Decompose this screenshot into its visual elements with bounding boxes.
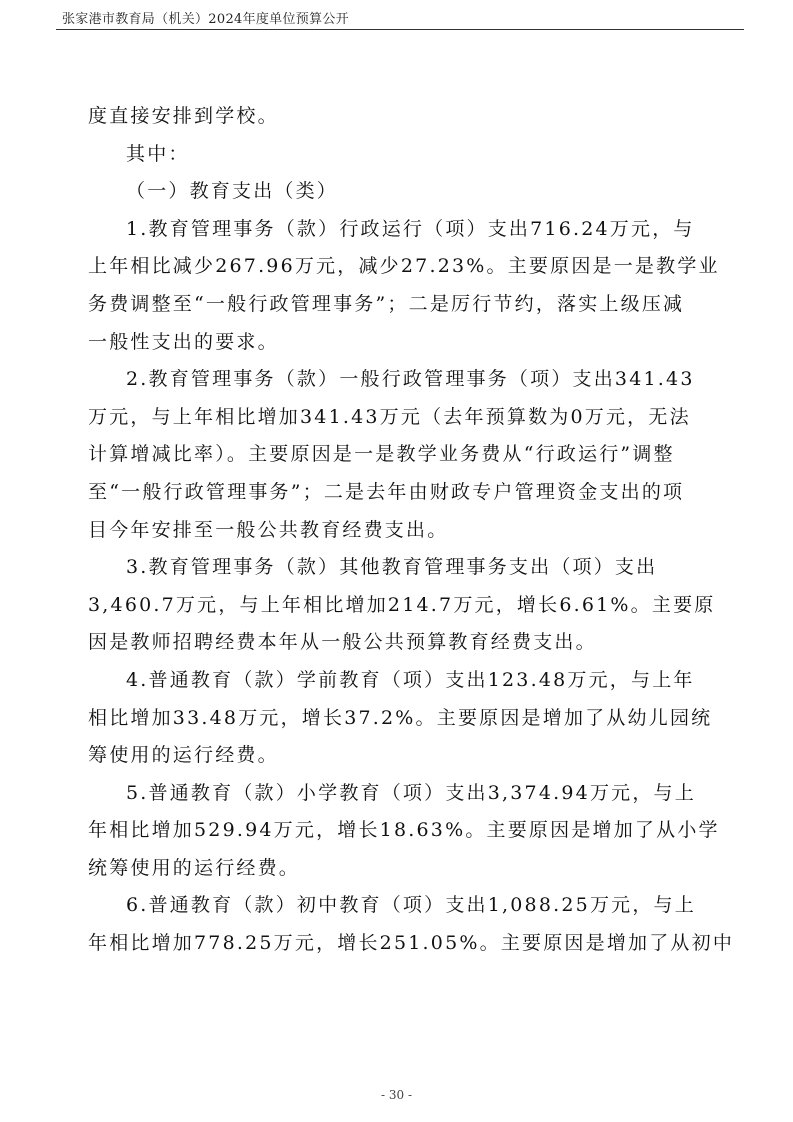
text-line: 6.普通教育（款）初中教育（项）支出1,088.25万元，与上 — [126, 894, 696, 917]
text-line: 年相比增加529.94万元，增长18.63%。主要原因是增加了从小学 — [88, 819, 720, 842]
header-divider — [56, 29, 744, 30]
text-line: 其中： — [126, 142, 190, 165]
text-line: 务费调整至“一般行政管理事务”；二是厉行节约，落实上级压减 — [88, 292, 685, 315]
text-line: 上年相比减少267.96万元，减少27.23%。主要原因是一是教学业 — [88, 255, 720, 278]
text-line: 3,460.7万元，与上年相比增加214.7万元，增长6.61%。主要原 — [88, 593, 716, 616]
text-line: 至“一般行政管理事务”；二是去年由财政专户管理资金支出的项 — [88, 480, 685, 503]
text-line: 一般性支出的要求。 — [88, 330, 279, 353]
text-line: 年相比增加778.25万元，增长251.05%。主要原因是增加了从初中 — [88, 932, 735, 955]
text-line: 因是教师招聘经费本年从一般公共预算教育经费支出。 — [88, 631, 597, 654]
text-line: 目今年安排至一般公共教育经费支出。 — [88, 518, 449, 541]
text-line: 5.普通教育（款）小学教育（项）支出3,374.94万元，与上 — [126, 781, 696, 804]
text-line: 1.教育管理事务（款）行政运行（项）支出716.24万元，与 — [126, 217, 695, 240]
text-line: 计算增减比率）。主要原因是一是教学业务费从“行政运行”调整 — [88, 443, 675, 466]
text-line: 万元，与上年相比增加341.43万元（去年预算数为0万元，无法 — [88, 405, 691, 428]
text-line: 2.教育管理事务（款）一般行政管理事务（项）支出341.43 — [126, 368, 695, 391]
document-body — [88, 98, 735, 963]
page-header-title: 张家港市教育局（机关）2024年度单位预算公开 — [62, 12, 349, 27]
text-line: 4.普通教育（款）学前教育（项）支出123.48万元，与上年 — [126, 668, 695, 691]
text-line: （一）教育支出（类） — [126, 180, 339, 203]
text-line: 统筹使用的运行经费。 — [88, 856, 301, 879]
page-number: - 30 - — [380, 1088, 412, 1102]
text-line: 度直接安排到学校。 — [88, 105, 279, 127]
text-line: 相比增加33.48万元，增长37.2%。主要原因是增加了从幼儿园统 — [88, 706, 713, 729]
text-line: 3.教育管理事务（款）其他教育管理事务支出（项）支出 — [126, 556, 658, 579]
text-line: 筹使用的运行经费。 — [88, 744, 279, 767]
